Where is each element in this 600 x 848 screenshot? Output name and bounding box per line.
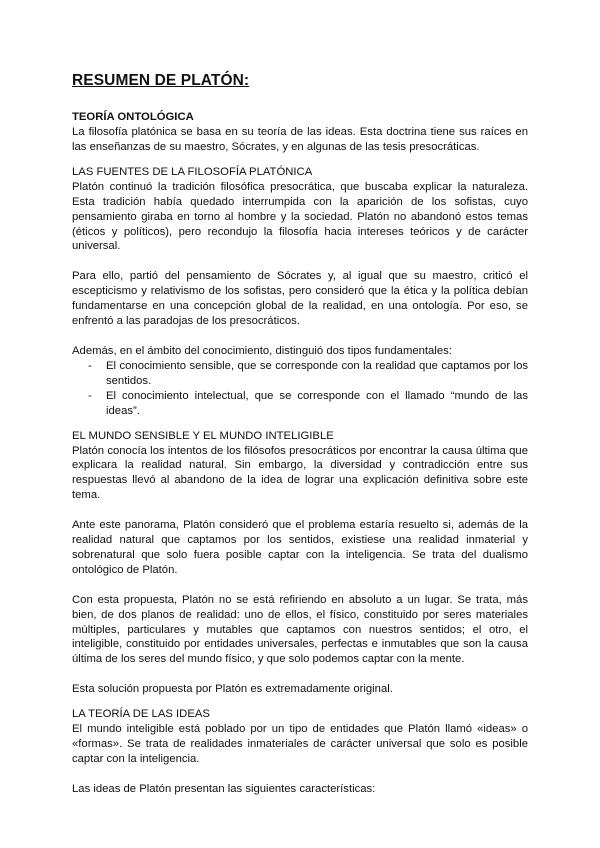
list-item [88, 389, 528, 419]
paragraph: Platón continuó la tradición filosófica presocrática, que buscaba explicar la naturaleza. Esta tradición había quedado interrumpida con la aparición de los sofistas, cuyo pensamiento giraba en torno al hombre y la sociedad. Platón no abandonó estos temas (éticos y políticos), pero recondujo la filosofía hacia intereses teóricos y de carácter universal. [72, 180, 528, 253]
paragraph: Platón conocía los intentos de los filósofos presocráticos por encontrar la causa última que explicara la realidad natural. Sin embargo, la diversidad y contradicción entre sus respuestas llevó al abandono de la idea de lograr una explicación definitiva sobre este tema. [72, 444, 528, 502]
section-heading: LAS FUENTES DE LA FILOSOFÍA PLATÓNICA [72, 165, 313, 178]
section-fuentes [72, 165, 528, 419]
list-item [88, 359, 528, 389]
list-marker: - [88, 359, 92, 372]
section-teoria-ontologica [72, 110, 528, 155]
section-heading: LA TEORÍA DE LAS IDEAS [72, 708, 210, 721]
section-heading: EL MUNDO SENSIBLE Y EL MUNDO INTELIGIBLE [72, 429, 334, 442]
list-item-text: El conocimiento intelectual, que se corresponde con el llamado “mundo de las ideas”. [106, 389, 528, 417]
knowledge-types-list [72, 359, 528, 419]
paragraph: Además, en el ámbito del conocimiento, distinguió dos tipos fundamentales: [72, 344, 452, 357]
paragraph: La filosofía platónica se basa en su teoría de las ideas. Esta doctrina tiene sus raíces en las enseñanzas de su maestro, Sócrates, y en algunas de las tesis presocráticas. [72, 126, 528, 153]
document-title: RESUMEN DE PLATÓN: [72, 72, 250, 89]
paragraph: Con esta propuesta, Platón no se está refiriendo en absoluto a un lugar. Se trata, más bien, de dos planos de realidad: uno de ellos, el físico, constituido por seres materiales múltiples, particulares y mutables que captamos con nuestros sentidos; el otro, el inteligible, constituido por entidades universales, perfectas e inmutables que son la causa última de los seres del mundo físico, y que solo podemos captar con la mente. [72, 593, 528, 666]
paragraph: Las ideas de Platón presentan las siguientes características: [72, 782, 376, 795]
list-marker: - [88, 389, 92, 402]
paragraph: Esta solución propuesta por Platón es extremadamente original. [72, 683, 393, 696]
paragraph: El mundo inteligible está poblado por un tipo de entidades que Platón llamó «ideas» o «formas». Se trata de realidades inmateriales de carácter universal que solo es posible captar con la inteligencia. [72, 723, 528, 765]
section-mundo-sensible [72, 429, 528, 698]
paragraph: Ante este panorama, Platón consideró que el problema estaría resuelto si, además de la realidad natural que captamos por los sentidos, existiese una realidad inmaterial y sobrenatural que solo fuera posible captar con la inteligencia. Se trata del dualismo ontológico de Platón. [72, 519, 528, 576]
paragraph: Para ello, partió del pensamiento de Sócrates y, al igual que su maestro, criticó el escepticismo y relativismo de los sofistas, pero consideró que la ética y la política debían fundamentarse en una concepción global de la realidad, en una ontología. Por eso, se enfrentó a las paradojas de los presocráticos. [72, 270, 528, 328]
list-item-text: El conocimiento sensible, que se corresponde con la realidad que captamos por los sentidos. [106, 359, 528, 387]
section-heading: TEORÍA ONTOLÓGICA [72, 111, 194, 123]
section-teoria-ideas [72, 707, 528, 797]
